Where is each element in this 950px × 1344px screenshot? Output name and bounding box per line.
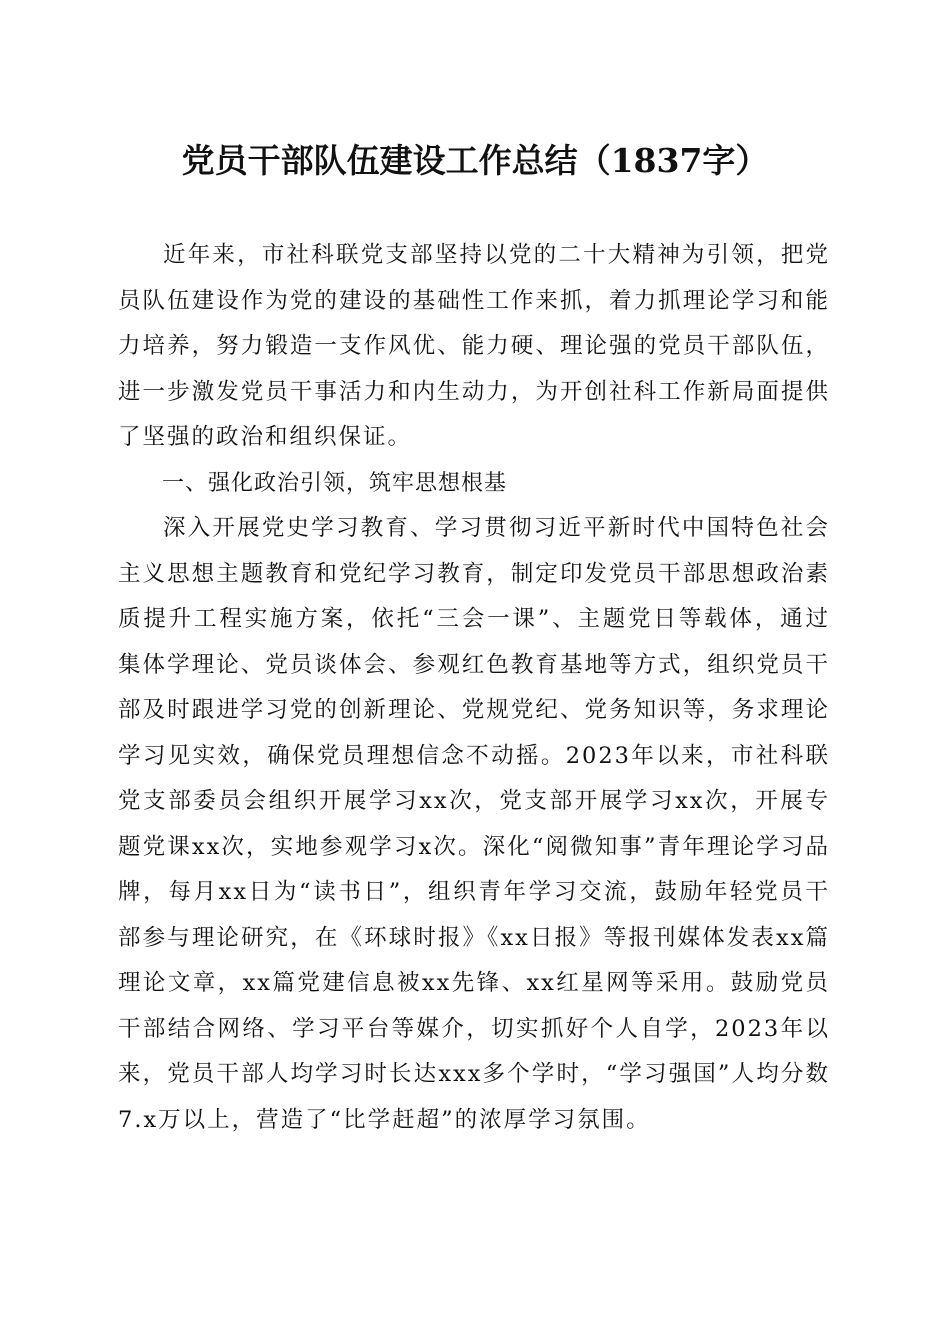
document-body	[118, 233, 830, 1143]
document-title: 党员干部队伍建设工作总结（1837字）	[181, 141, 769, 180]
section-1-heading: 一、强化政治引领，筑牢思想根基	[162, 470, 508, 496]
intro-paragraph: 近年来，市社科联党支部坚持以党的二十大精神为引领，把党员队伍建设作为党的建设的基础性工作来抓，着力抓理论学习和能力培养，努力锻造一支作风优、能力硬、理论强的党员干部队伍，进一步激发党员干事活力和内生动力，为开创社科工作新局面提供了坚强的政治和组织保证。	[118, 242, 830, 450]
section-1-paragraph: 深入开展党史学习教育、学习贯彻习近平新时代中国特色社会主义思想主题教育和党纪学习教育，制定印发党员干部思想政治素质提升工程实施方案，依托“三会一课”、主题党日等载体，通过集体学理论、党员谈体会、参观红色教育基地等方式，组织党员干部及时跟进学习党的创新理论、党规党纪、党务知识等，务求理论学习见实效，确保党员理想信念不动摇。2023年以来，市社科联党支部委员会组织开展学习xx次，党支部开展学习xx次，开展专题党课xx次，实地参观学习x次。深化“阅微知事”青年理论学习品牌，每月xx日为“读书日”，组织青年学习交流，鼓励年轻党员干部参与理论研究，在《环球时报》《xx日报》等报刊媒体发表xx篇理论文章，xx篇党建信息被xx先锋、xx红星网等采用。鼓励党员干部结合网络、学习平台等媒介，切实抓好个人自学，2023年以来，党员干部人均学习时长达xxx多个学时，“学习强国”人均分数7.x万以上，营造了“比学赶超”的浓厚学习氛围。	[118, 515, 830, 1133]
